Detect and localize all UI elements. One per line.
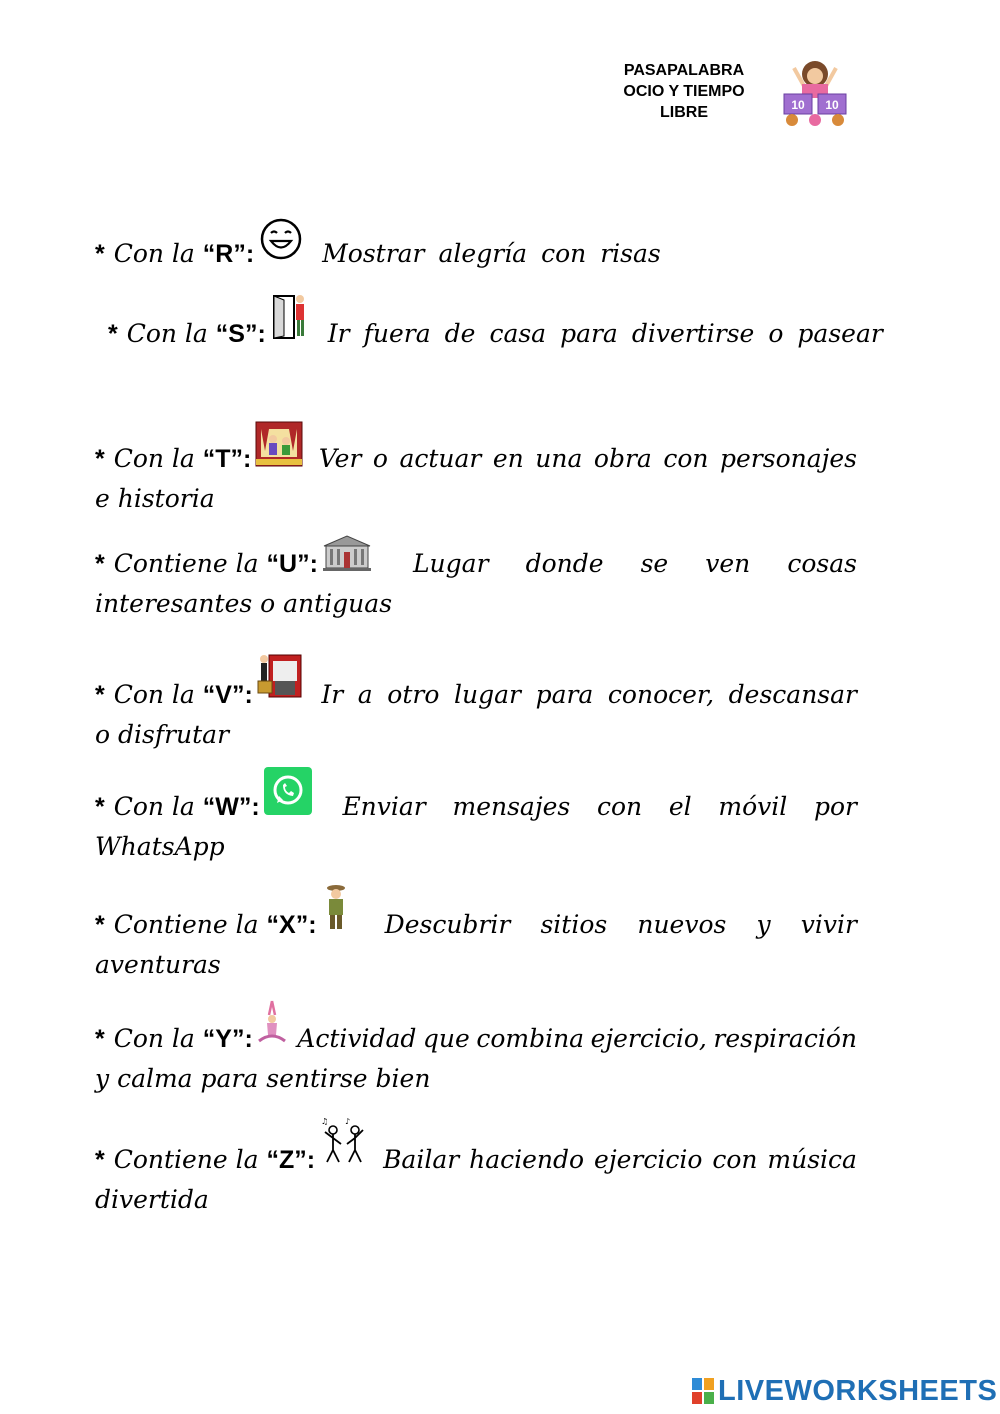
clue-item bbox=[95, 767, 857, 867]
clue-second-line: aventuras bbox=[95, 950, 221, 979]
clue-prefix: Contiene la bbox=[113, 549, 259, 578]
clue-second-line: WhatsApp bbox=[95, 832, 225, 861]
teacher-avatar-scoreboard-icon bbox=[780, 58, 850, 126]
clue-definition-word: mensajes bbox=[452, 792, 571, 821]
clue-definition-word: otro bbox=[387, 680, 440, 709]
clue-first-line bbox=[95, 421, 857, 479]
yoga-pose-icon bbox=[257, 999, 287, 1059]
whatsapp-icon bbox=[264, 767, 312, 827]
clue-lead bbox=[95, 999, 291, 1059]
header-title-line-3: LIBRE bbox=[660, 104, 708, 121]
clue-prefix: Con la bbox=[113, 1024, 195, 1053]
bullet-asterisk: * bbox=[95, 1146, 112, 1174]
clue-definition-word: descansar bbox=[728, 680, 857, 709]
clue-definition-word: ven bbox=[705, 549, 751, 578]
clue-letter: “Z”: bbox=[266, 1146, 316, 1174]
explorer-icon bbox=[321, 883, 351, 945]
clue-definition-word: a bbox=[357, 680, 373, 709]
clue-second-line: interesantes o antiguas bbox=[95, 589, 393, 618]
clue-prefix: Contiene la bbox=[113, 1145, 259, 1174]
clue-item bbox=[95, 534, 857, 624]
header-title-line-2: OCIO Y TIEMPO bbox=[623, 83, 745, 100]
bullet-asterisk: * bbox=[95, 911, 112, 939]
bullet-asterisk: * bbox=[95, 550, 112, 578]
clue-definition-word: con bbox=[541, 239, 587, 268]
liveworksheets-logo-icon bbox=[692, 1378, 714, 1404]
worksheet-header bbox=[600, 60, 768, 123]
clue-definition-word: Descubrir bbox=[384, 910, 511, 939]
clue-definition-word: divertirse bbox=[631, 319, 755, 348]
clue-definition-word: para bbox=[535, 680, 594, 709]
clue-definition-word: Ver bbox=[318, 444, 362, 473]
clue-second-line: y calma para sentirse bien bbox=[95, 1064, 431, 1093]
clue-definition-word: móvil bbox=[718, 792, 788, 821]
clue-definition-word: Bailar bbox=[383, 1145, 460, 1174]
clue-definition-word: con bbox=[712, 1145, 758, 1174]
clue-lead bbox=[95, 534, 376, 584]
clue-letter: “U”: bbox=[266, 550, 318, 578]
clue-letter: “T”: bbox=[202, 445, 252, 473]
clue-prefix: Con la bbox=[113, 792, 195, 821]
clue-definition-word: música bbox=[767, 1145, 857, 1174]
svg-text:♪: ♪ bbox=[345, 1117, 351, 1126]
header-title-line-1: PASAPALABRA bbox=[623, 62, 745, 79]
footer-brand bbox=[692, 1374, 997, 1408]
clue-item bbox=[95, 651, 857, 755]
clue-first-line bbox=[95, 216, 857, 274]
clue-definition-word: vivir bbox=[800, 910, 857, 939]
clue-lead bbox=[95, 651, 307, 715]
clue-definition-word: combina bbox=[476, 1024, 585, 1053]
clue-letter: “X”: bbox=[266, 911, 317, 939]
clue-prefix: Con la bbox=[113, 444, 195, 473]
clue-definition-word: o bbox=[372, 444, 388, 473]
bullet-asterisk: * bbox=[108, 320, 125, 348]
clue-definition-word: con bbox=[596, 792, 643, 821]
clue-letter: “V”: bbox=[202, 681, 253, 709]
clue-definition-word: se bbox=[640, 549, 669, 578]
clue-prefix: Con la bbox=[113, 680, 195, 709]
clue-lead bbox=[95, 767, 316, 827]
clue-definition-word: conocer, bbox=[607, 680, 715, 709]
clue-definition-word: fuera bbox=[363, 319, 431, 348]
clue-prefix: Con la bbox=[126, 319, 208, 348]
clue-definition-word: Mostrar bbox=[322, 239, 425, 268]
clue-first-line bbox=[95, 767, 857, 827]
clue-definition-word: o bbox=[768, 319, 784, 348]
clue-second-line: divertida bbox=[95, 1185, 209, 1214]
clue-second-line: o disfrutar bbox=[95, 720, 230, 749]
theatre-stage-icon bbox=[255, 421, 303, 479]
museum-building-icon bbox=[322, 534, 372, 584]
clue-definition-word: pasear bbox=[797, 319, 883, 348]
clue-definition-word: casa bbox=[489, 319, 547, 348]
clue-definition-word: obra bbox=[593, 444, 652, 473]
clue-prefix: Con la bbox=[113, 239, 195, 268]
bullet-asterisk: * bbox=[95, 1025, 112, 1053]
clue-first-line bbox=[95, 883, 857, 945]
clue-definition-word: actuar bbox=[399, 444, 482, 473]
clue-definition-word: ejercicio bbox=[594, 1145, 703, 1174]
laughing-face-icon bbox=[258, 216, 304, 274]
clue-definition-word: haciendo bbox=[469, 1145, 585, 1174]
clue-letter: “W”: bbox=[202, 793, 260, 821]
svg-text:10: 10 bbox=[791, 98, 805, 112]
bullet-asterisk: * bbox=[95, 240, 112, 268]
clue-definition-word: una bbox=[535, 444, 583, 473]
clue-item bbox=[95, 883, 857, 985]
clue-item bbox=[95, 1116, 857, 1220]
travel-suitcase-icon bbox=[257, 651, 303, 715]
dancing-people-icon bbox=[319, 1116, 369, 1180]
clue-definition-word: con bbox=[663, 444, 709, 473]
clue-second-line: e historia bbox=[95, 484, 215, 513]
clue-definition-word: Ir bbox=[327, 319, 350, 348]
clue-lead bbox=[95, 421, 307, 479]
clue-lead bbox=[95, 883, 355, 945]
clue-lead bbox=[95, 1116, 373, 1180]
footer-brand-text: LIVEWORKSHEETS bbox=[718, 1374, 998, 1407]
person-leaving-door-icon bbox=[270, 290, 310, 354]
clue-definition-word: nuevos bbox=[637, 910, 727, 939]
clue-letter: “R”: bbox=[202, 240, 255, 268]
clue-definition-word: Enviar bbox=[342, 792, 426, 821]
clue-prefix: Contiene la bbox=[113, 910, 259, 939]
clue-definition-word: sitios bbox=[540, 910, 608, 939]
clue-definition-word: en bbox=[492, 444, 524, 473]
clue-definition-word: risas bbox=[600, 239, 661, 268]
clue-first-line bbox=[95, 534, 857, 584]
bullet-asterisk: * bbox=[95, 445, 112, 473]
clue-first-line bbox=[95, 999, 857, 1059]
clue-item bbox=[95, 999, 857, 1099]
clue-definition-word: que bbox=[422, 1024, 470, 1053]
clue-definition-word: respiración bbox=[713, 1024, 857, 1053]
clue-first-line bbox=[95, 1116, 857, 1180]
clue-definition-word: para bbox=[560, 319, 618, 348]
svg-text:10: 10 bbox=[825, 98, 839, 112]
clue-definition-word: cosas bbox=[787, 549, 857, 578]
clue-definition-word: por bbox=[813, 792, 857, 821]
clue-definition-word: Ir bbox=[321, 680, 344, 709]
bullet-asterisk: * bbox=[95, 793, 112, 821]
clue-first-line bbox=[108, 290, 883, 354]
bullet-asterisk: * bbox=[95, 681, 112, 709]
clue-item bbox=[108, 290, 883, 354]
clue-definition-word: Lugar bbox=[412, 549, 489, 578]
clue-item bbox=[95, 216, 857, 274]
clue-definition-word: el bbox=[668, 792, 692, 821]
clue-letter: “Y”: bbox=[202, 1025, 253, 1053]
clue-definition-word: alegría bbox=[438, 239, 528, 268]
clue-definition-word: donde bbox=[525, 549, 604, 578]
clue-lead bbox=[95, 216, 308, 274]
clue-definition-word: lugar bbox=[454, 680, 521, 709]
clue-definition-word: ejercicio, bbox=[590, 1024, 707, 1053]
svg-text:♫: ♫ bbox=[321, 1117, 329, 1126]
clue-first-line bbox=[95, 651, 857, 715]
clue-definition-word: y bbox=[756, 910, 771, 939]
clue-definition-word: personajes bbox=[719, 444, 857, 473]
clue-definition-word: de bbox=[444, 319, 476, 348]
clue-lead bbox=[108, 290, 314, 354]
clue-letter: “S”: bbox=[215, 320, 266, 348]
clue-definition-word: Actividad bbox=[297, 1024, 417, 1053]
clue-item bbox=[95, 421, 857, 519]
